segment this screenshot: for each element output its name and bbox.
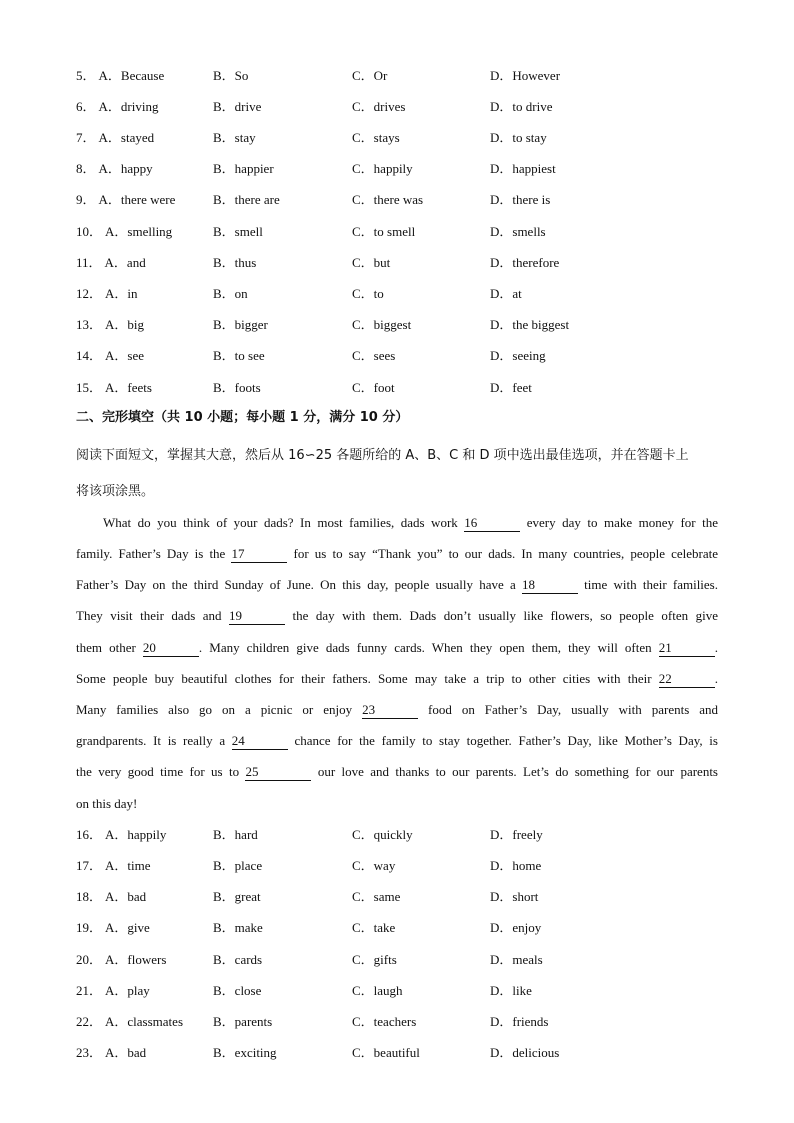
option-a[interactable]: A．give	[105, 920, 150, 935]
instructions-line-2: 将该项涂黑。	[76, 484, 155, 499]
option-c[interactable]: C．to smell	[352, 224, 416, 239]
option-b[interactable]: B．exciting	[213, 1045, 277, 1060]
option-a[interactable]: A．happily	[105, 827, 167, 842]
question-number: 15． A．feets	[76, 380, 152, 395]
passage-line: They visit their dads and 19 the day with them. Dads don’t usually like flowers, so people often give	[76, 608, 718, 623]
option-c[interactable]: C．to	[352, 286, 384, 301]
blank-20[interactable]: 20	[143, 640, 199, 657]
option-b[interactable]: B．close	[213, 983, 262, 998]
question-number: 16． A．happily	[76, 827, 167, 842]
option-b[interactable]: B．cards	[213, 952, 263, 967]
option-c[interactable]: C．biggest	[352, 317, 412, 332]
passage-line: Some people buy beautiful clothes for their fathers. Some may take a trip to other cities with their 22 .	[76, 671, 718, 686]
option-b[interactable]: B．make	[213, 920, 263, 935]
option-c[interactable]: C．stays	[352, 130, 400, 145]
option-a[interactable]: A．stayed	[98, 130, 155, 145]
question-number: 12． A．in	[76, 286, 138, 301]
passage-line: on this day!	[76, 796, 138, 811]
option-b[interactable]: B．place	[213, 858, 263, 873]
passage-line: What do you think of your dads? In most families, dads work 16 every day to make money for the	[103, 515, 718, 530]
question-number: 22． A．classmates	[76, 1014, 183, 1029]
question-number: 7． A．stayed	[76, 130, 155, 145]
option-a[interactable]: A．flowers	[105, 952, 167, 967]
option-b[interactable]: B．hard	[213, 827, 258, 842]
question-row-19	[76, 918, 736, 938]
option-a[interactable]: A．bad	[105, 1045, 147, 1060]
question-number: 10． A．smelling	[76, 224, 173, 239]
option-a[interactable]: A．see	[105, 348, 145, 363]
option-c[interactable]: C．same	[352, 889, 401, 904]
option-b[interactable]: B．drive	[213, 99, 262, 114]
option-a[interactable]: A．and	[104, 255, 146, 270]
passage-line: family. Father’s Day is the 17 for us to say “Thank you” to our dads. In many countries, people celebrate	[76, 546, 718, 561]
option-d[interactable]: D．home	[490, 858, 542, 873]
option-c[interactable]: C．beautiful	[352, 1045, 420, 1060]
option-d[interactable]: D．freely	[490, 827, 543, 842]
blank-23[interactable]: 23	[362, 702, 418, 719]
question-row-15	[76, 378, 736, 398]
option-d[interactable]: D．therefore	[490, 255, 560, 270]
question-number: 23． A．bad	[76, 1045, 147, 1060]
option-b[interactable]: B．parents	[213, 1014, 273, 1029]
option-a[interactable]: A．time	[105, 858, 151, 873]
blank-17[interactable]: 17	[231, 546, 287, 563]
question-row-22	[76, 1012, 736, 1032]
instructions-line-1: 阅读下面短文，掌握其大意，然后从 16∽25 各题所给的 A、B、C 和 D 项中选出最佳选项，并在答题卡上	[76, 448, 689, 463]
option-d[interactable]: D．there is	[490, 192, 551, 207]
option-d[interactable]: D．happiest	[490, 161, 556, 176]
question-number: 19． A．give	[76, 920, 150, 935]
question-row-23	[76, 1043, 736, 1063]
question-row-11	[76, 253, 736, 273]
question-row-16	[76, 825, 736, 845]
option-a[interactable]: A．feets	[105, 380, 152, 395]
question-row-8	[76, 159, 736, 179]
question-number: 20． A．flowers	[76, 952, 167, 967]
question-row-18	[76, 887, 736, 907]
question-row-6	[76, 97, 736, 117]
question-row-13	[76, 315, 736, 335]
blank-25[interactable]: 25	[245, 764, 311, 781]
question-number: 14． A．see	[76, 348, 145, 363]
option-d[interactable]: D．delicious	[490, 1045, 560, 1060]
option-d[interactable]: D．like	[490, 983, 532, 998]
option-c[interactable]: C．Or	[352, 68, 388, 83]
option-b[interactable]: B．thus	[213, 255, 257, 270]
passage-line: Many families also go on a picnic or enjoy 23 food on Father’s Day, usually with parents and	[76, 702, 719, 717]
option-c[interactable]: C．way	[352, 858, 396, 873]
blank-18[interactable]: 18	[522, 577, 578, 594]
option-c[interactable]: C．but	[352, 255, 391, 270]
option-d[interactable]: D．However	[490, 68, 561, 83]
option-d[interactable]: D．seeing	[490, 348, 546, 363]
option-a[interactable]: A．bad	[105, 889, 147, 904]
question-row-5	[76, 66, 736, 86]
option-a[interactable]: A．big	[105, 317, 145, 332]
question-number: 11． A．and	[76, 255, 146, 270]
question-number: 17． A．time	[76, 858, 151, 873]
option-b[interactable]: B．great	[213, 889, 261, 904]
option-d[interactable]: D．meals	[490, 952, 543, 967]
question-row-12	[76, 284, 736, 304]
option-a[interactable]: A．play	[105, 983, 150, 998]
option-d[interactable]: D．at	[490, 286, 522, 301]
question-number: 21． A．play	[76, 983, 150, 998]
option-c[interactable]: C．teachers	[352, 1014, 417, 1029]
option-b[interactable]: B．smell	[213, 224, 263, 239]
passage-line: grandparents. It is really a 24 chance for the family to stay together. Father’s Day, like Mother’s Day, is	[76, 733, 718, 748]
option-d[interactable]: D．enjoy	[490, 920, 542, 935]
blank-22[interactable]: 22	[659, 671, 715, 688]
option-b[interactable]: B．stay	[213, 130, 256, 145]
passage-line: them other 20 . Many children give dads funny cards. When they open them, they will often 21 .	[76, 640, 718, 655]
question-number: 8． A．happy	[76, 161, 153, 176]
section-heading: 二、完形填空（共 10 小题；每小题 1 分，满分 10 分）	[76, 410, 409, 425]
option-b[interactable]: B．on	[213, 286, 248, 301]
option-d[interactable]: D．feet	[490, 380, 532, 395]
blank-24[interactable]: 24	[232, 733, 288, 750]
question-row-21	[76, 981, 736, 1001]
question-number: 9． A．there were	[76, 192, 176, 207]
option-c[interactable]: C．laugh	[352, 983, 403, 998]
option-b[interactable]: B．bigger	[213, 317, 268, 332]
option-b[interactable]: B．to see	[213, 348, 265, 363]
question-number: 5． A．Because	[76, 68, 165, 83]
option-c[interactable]: C．foot	[352, 380, 395, 395]
question-number: 13． A．big	[76, 317, 145, 332]
option-a[interactable]: A．classmates	[105, 1014, 183, 1029]
option-c[interactable]: C．drives	[352, 99, 406, 114]
option-c[interactable]: C．quickly	[352, 827, 413, 842]
option-c[interactable]: C．take	[352, 920, 396, 935]
question-number: 18． A．bad	[76, 889, 147, 904]
option-a[interactable]: A．happy	[98, 161, 153, 176]
option-d[interactable]: D．friends	[490, 1014, 549, 1029]
question-row-20	[76, 950, 736, 970]
option-c[interactable]: C．sees	[352, 348, 396, 363]
question-number: 6． A．driving	[76, 99, 159, 114]
option-c[interactable]: C．there was	[352, 192, 424, 207]
question-row-17	[76, 856, 736, 876]
blank-19[interactable]: 19	[229, 608, 285, 625]
option-a[interactable]: A．Because	[98, 68, 165, 83]
blank-21[interactable]: 21	[659, 640, 715, 657]
option-b[interactable]: B．So	[213, 68, 249, 83]
option-b[interactable]: B．foots	[213, 380, 261, 395]
option-d[interactable]: D．smells	[490, 224, 546, 239]
question-row-14	[76, 346, 736, 366]
option-a[interactable]: A．driving	[98, 99, 159, 114]
option-d[interactable]: D．the biggest	[490, 317, 570, 332]
question-row-7	[76, 128, 736, 148]
option-a[interactable]: A．smelling	[105, 224, 173, 239]
option-d[interactable]: D．short	[490, 889, 539, 904]
blank-16[interactable]: 16	[464, 515, 520, 532]
option-d[interactable]: D．to stay	[490, 130, 547, 145]
option-a[interactable]: A．there were	[98, 192, 176, 207]
question-row-9	[76, 190, 736, 210]
option-d[interactable]: D．to drive	[490, 99, 553, 114]
option-c[interactable]: C．gifts	[352, 952, 397, 967]
option-c[interactable]: C．happily	[352, 161, 413, 176]
passage-line: the very good time for us to 25 our love and thanks to our parents. Let’s do something for our parents	[76, 764, 718, 779]
question-row-10	[76, 222, 736, 242]
passage-line: Father’s Day on the third Sunday of June. On this day, people usually have a 18 time with their families.	[76, 577, 718, 592]
option-a[interactable]: A．in	[105, 286, 138, 301]
option-b[interactable]: B．happier	[213, 161, 274, 176]
option-b[interactable]: B．there are	[213, 192, 280, 207]
